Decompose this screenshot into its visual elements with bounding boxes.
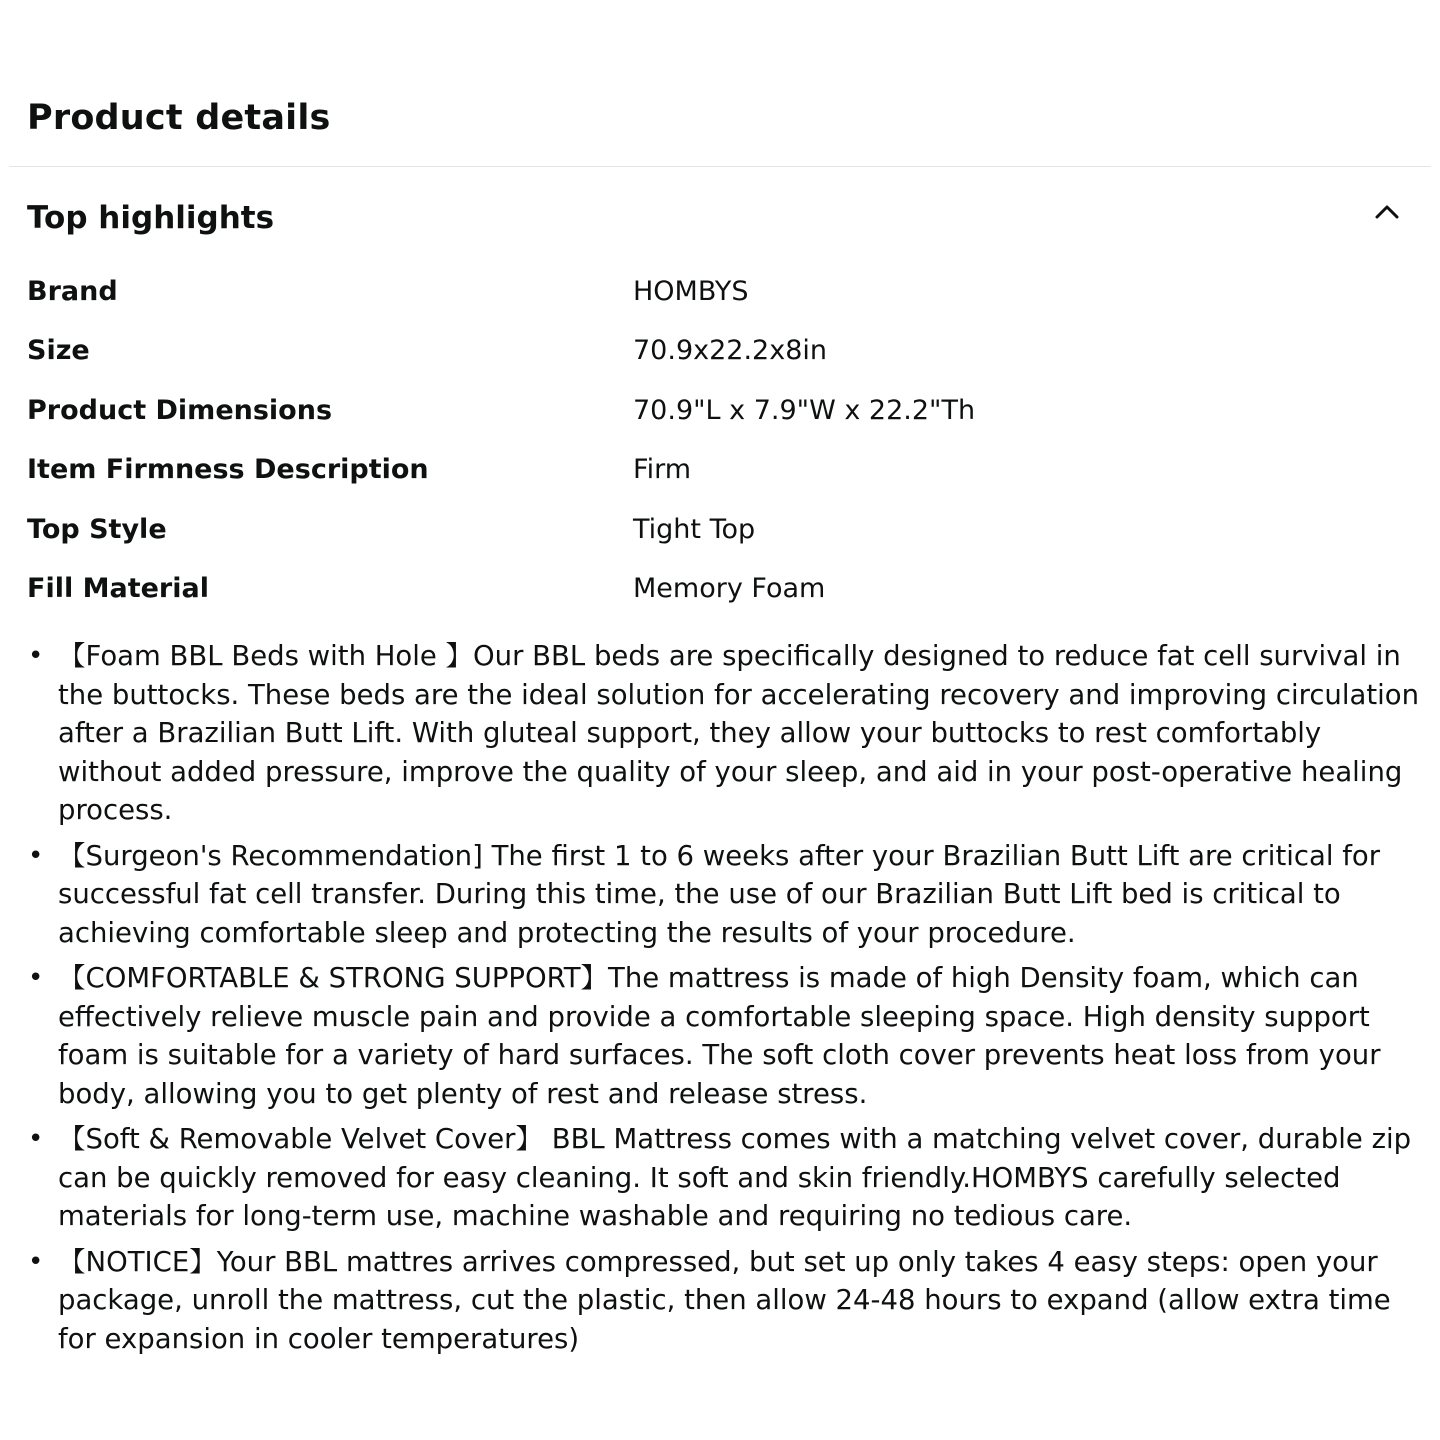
attribute-value: Firm	[633, 454, 691, 486]
divider	[9, 166, 1431, 167]
bullet-dot: •	[28, 641, 44, 671]
attribute-key: Brand	[27, 275, 118, 307]
feature-bullet	[28, 1243, 1420, 1359]
attribute-key: Item Firmness Description	[27, 454, 429, 486]
feature-bullet-text: 【Soft & Removable Velvet Cover】 BBL Mattress comes with a matching velvet cover, durable zip can be quickly removed for easy cleaning. It soft and skin friendly.HOMBYS carefully selected materials for long-term use, machine washable and requiring no tedious care.	[58, 1123, 1412, 1232]
feature-bullet	[28, 837, 1420, 953]
attribute-row	[27, 560, 1417, 620]
bullet-dot: •	[28, 963, 44, 993]
attribute-value: 70.9x22.2x8in	[633, 335, 827, 367]
attribute-key: Top Style	[27, 513, 167, 545]
attribute-row	[27, 262, 1417, 322]
feature-bullet-text: 【NOTICE】Your BBL mattres arrives compressed, but set up only takes 4 easy steps: open your package, unroll the mattress, cut the plastic, then allow 24-48 hours to expand (allow extra time for expansion in cooler temperatures)	[58, 1245, 1391, 1355]
feature-bullet	[28, 959, 1420, 1113]
bullet-dot: •	[28, 1246, 44, 1277]
attribute-value: HOMBYS	[633, 275, 749, 307]
feature-bullet-text: 【Surgeon's Recommendation] The first 1 to 6 weeks after your Brazilian Butt Lift are critical for successful fat cell transfer. During this time, the use of our Brazilian Butt Lift bed is critical to achieving comfortable sleep and protecting the results of your procedure.	[58, 839, 1381, 949]
bullet-dot: •	[28, 840, 44, 871]
attribute-row	[27, 500, 1417, 560]
attributes-table	[27, 262, 1417, 619]
feature-bullet-list	[0, 637, 1420, 1365]
feature-bullet-text: 【Foam BBL Beds with Hole 】Our BBL beds are specifically designed to reduce fat cell survival in the buttocks. These beds are the ideal solution for accelerating recovery and improving circulation after a Brazilian Butt Lift. With gluteal support, they allow your buttocks to rest comfortably without added pressure, improve the quality of your sleep, and aid in your post-operative healing process.	[58, 640, 1420, 826]
bullet-dot: •	[28, 1124, 44, 1154]
feature-bullet-text: 【COMFORTABLE & STRONG SUPPORT】The mattress is made of high Density foam, which can effectively relieve muscle pain and provide a comfortable sleeping space. High density support foam is suitable for a variety of hard surfaces. The soft cloth cover prevents heat loss from your body, allowing you to get plenty of rest and release stress.	[58, 962, 1381, 1110]
page-title: Product details	[27, 98, 331, 138]
top-highlights-toggle[interactable]	[27, 194, 1417, 242]
attribute-value: Memory Foam	[633, 573, 826, 605]
attribute-key: Fill Material	[27, 573, 209, 605]
attribute-key: Size	[27, 335, 90, 367]
feature-bullet	[28, 1120, 1420, 1236]
section-title: Top highlights	[27, 200, 275, 236]
attribute-value: Tight Top	[633, 513, 756, 545]
attribute-row	[27, 441, 1417, 501]
attribute-value: 70.9"L x 7.9"W x 22.2"Th	[633, 394, 976, 426]
attribute-row	[27, 381, 1417, 441]
chevron-up-icon[interactable]	[1373, 198, 1401, 226]
feature-bullet	[28, 637, 1420, 830]
attribute-row	[27, 322, 1417, 382]
attribute-key: Product Dimensions	[27, 394, 333, 426]
